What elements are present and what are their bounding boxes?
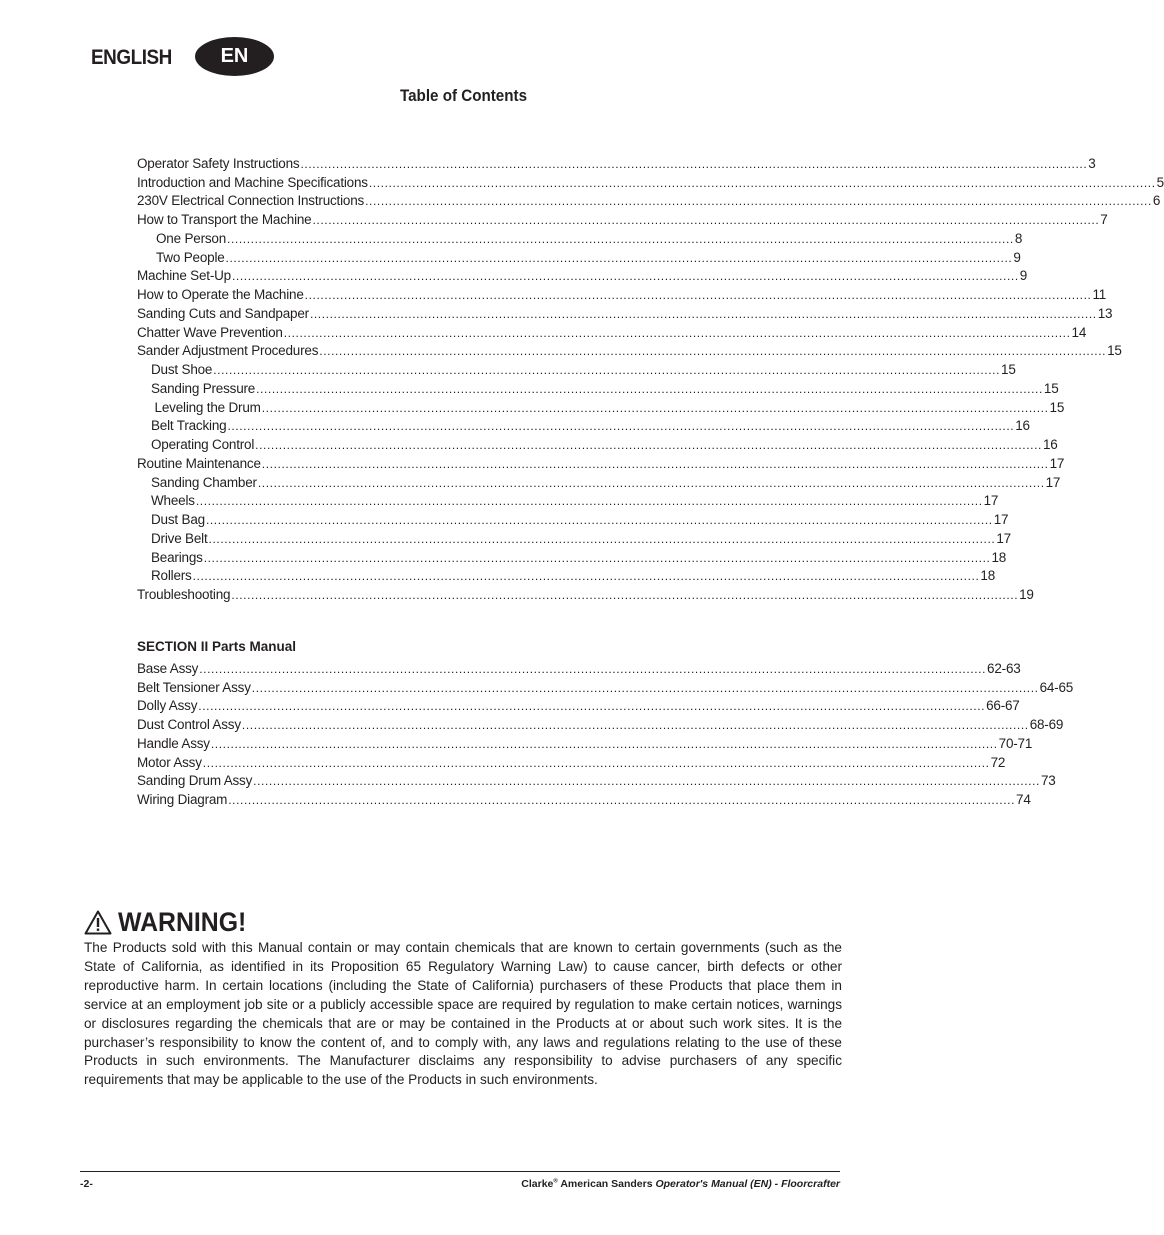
toc-entry-page: 17 [983, 493, 999, 509]
toc-entry-label: Operating Control [151, 437, 255, 452]
toc-entry-page: 15 [1043, 380, 1059, 396]
toc-entry[interactable] [137, 676, 1074, 695]
toc-entry[interactable] [137, 377, 1059, 396]
toc-entry-page: 17 [1045, 474, 1061, 490]
footer-brand: Clarke [521, 1178, 554, 1190]
toc-leader-dots: ........................................................................................................................................................................................................ [365, 194, 1152, 209]
parts-section-heading: SECTION II Parts Manual [137, 639, 297, 654]
toc-entry-page: 14 [1071, 324, 1087, 340]
toc-entry[interactable] [137, 340, 1122, 359]
toc-entry-label: Handle Assy [137, 735, 210, 751]
toc-entry-page: 68-69 [1029, 717, 1064, 732]
toc-entry[interactable] [137, 452, 1065, 471]
toc-entry-label: Bearings [151, 549, 203, 565]
toc-leader-dots: ........................................................................................................................................................................................................ [205, 513, 993, 527]
toc-entry[interactable] [137, 190, 1161, 209]
toc-leader-dots: ........................................................................................................................................................................................................ [208, 531, 996, 546]
toc-entry[interactable] [137, 283, 1107, 302]
toc-leader-dots: ........................................................................................................................................................................................................ [319, 344, 1107, 359]
toc-leader-dots: ........................................................................................................................................................................................................ [312, 213, 1100, 227]
toc-leader-dots: ........................................................................................................................................................................................................ [225, 250, 1013, 265]
toc-entry-page: 70-71 [998, 735, 1033, 751]
toc-entry-page: 8 [1014, 230, 1023, 246]
toc-entry-label: Belt Tracking [151, 418, 227, 434]
footer-registered-mark: ® [553, 1178, 558, 1185]
toc-entry-label: How to Transport the Machine [137, 212, 312, 227]
toc-entry-label: 230V Electrical Connection Instructions [137, 193, 365, 209]
toc-entry[interactable] [137, 302, 1113, 321]
toc-entry-label: Operator Safety Instructions [137, 155, 300, 171]
toc-entry-label: Chatter Wave Prevention [137, 324, 283, 340]
toc-entry-label: Sander Adjustment Procedures [137, 343, 319, 359]
toc-entry-label: Wheels [151, 493, 195, 509]
toc-entry-page: 5 [1156, 174, 1164, 190]
toc-entry-page: 18 [980, 568, 996, 584]
toc-entry-page: 7 [1100, 212, 1108, 227]
toc-entry-label: Drive Belt [151, 530, 208, 546]
toc-entry-label: Sanding Drum Assy [137, 773, 253, 789]
toc-leader-dots: ........................................................................................................................................................................................................ [251, 680, 1039, 695]
toc-entry[interactable] [137, 321, 1087, 340]
toc-entry-page: 73 [1040, 773, 1056, 789]
toc-entry[interactable] [137, 152, 1096, 171]
toc-entry-label: Dust Bag [151, 512, 205, 527]
toc-entry[interactable] [137, 788, 1031, 807]
toc-entry-label: Machine Set-Up [137, 268, 231, 284]
toc-entry-page: 15 [1001, 362, 1016, 377]
toc-leader-dots: ........................................................................................................................................................................................................ [261, 400, 1049, 415]
toc-entry[interactable] [137, 527, 1011, 546]
toc-leader-dots: ........................................................................................................................................................................................................ [232, 269, 1019, 284]
toc-entry-label: Wiring Diagram [137, 792, 228, 807]
toc-entry-page: 3 [1088, 155, 1096, 171]
toc-entry[interactable] [137, 246, 1021, 265]
toc-entry[interactable] [137, 583, 1034, 602]
toc-entry-page: 16 [1042, 437, 1058, 452]
toc-leader-dots: ........................................................................................................................................................................................................ [210, 736, 998, 751]
toc-entry-label: One Person [156, 230, 227, 246]
toc-leader-dots: ........................................................................................................................................................................................................ [202, 755, 990, 770]
language-badge: EN [195, 37, 274, 76]
toc-entry-page: 11 [1092, 287, 1107, 302]
toc-entry[interactable] [137, 565, 996, 584]
footer-company: American Sanders [557, 1178, 656, 1190]
toc-entry-label: Belt Tensioner Assy [137, 679, 251, 695]
warning-title: WARNING! [118, 907, 247, 937]
toc-list [137, 152, 1164, 602]
toc-entry-page: 17 [993, 512, 1009, 527]
toc-leader-dots: ........................................................................................................................................................................................................ [192, 569, 980, 584]
toc-title: Table of Contents [399, 87, 528, 105]
toc-entry-page: 9 [1019, 268, 1028, 284]
toc-entry-label: Dust Control Assy [137, 717, 241, 732]
toc-leader-dots: ........................................................................................................................................................................................................ [256, 381, 1043, 396]
toc-entry-page: 62-63 [987, 660, 1021, 676]
toc-entry[interactable] [137, 227, 1023, 246]
toc-entry-page: 19 [1019, 587, 1034, 602]
toc-entry-page: 18 [991, 549, 1007, 565]
toc-entry[interactable] [137, 471, 1061, 490]
toc-entry-page: 6 [1152, 193, 1161, 209]
toc-leader-dots: ........................................................................................................................................................................................................ [304, 288, 1092, 302]
toc-leader-dots: ........................................................................................................................................................................................................ [203, 550, 991, 565]
warning-text: The Products sold with this Manual contain or may contain chemicals that are known to certain governments (such as the State of California, as identified in its Proposition 65 Regulatory Warning Law) to cause cancer, birth defects or other reproductive harm. In certain locations (including the State of California) purchasers of these Products that place them in service at an employment job site or a publicly accessible space are required by regulation to make certain notices, warnings or disclosures regarding the chemicals that are or may be contained in the Products at or about such work sites. It is the purchaser’s responsibility to know the content of, and to comply with, any laws and regulations relating to the use of these Products in such environments. The Manufacturer disclaims any responsibility to advise purchasers of any specific requirements that may be applicable to the use of the Products in such environments. [84, 940, 842, 1088]
footer-rule [80, 1171, 840, 1172]
toc-entry-label: How to Operate the Machine [137, 287, 304, 302]
toc-entry[interactable] [137, 713, 1064, 732]
toc-entry-label: Sanding Cuts and Sandpaper [137, 305, 309, 321]
toc-entry-page: 13 [1097, 305, 1113, 321]
toc-leader-dots: ........................................................................................................................................................................................................ [228, 793, 1016, 807]
toc-entry-page: 15 [1107, 343, 1122, 359]
toc-leader-dots: ........................................................................................................................................................................................................ [253, 774, 1040, 789]
toc-entry-page: 17 [1049, 455, 1065, 471]
toc-entry-page: 66-67 [986, 698, 1020, 714]
toc-leader-dots: ........................................................................................................................................................................................................ [231, 588, 1019, 602]
toc-leader-dots: ........................................................................................................................................................................................................ [241, 718, 1029, 732]
toc-entry-label: Dolly Assy [137, 698, 198, 714]
toc-leader-dots: ........................................................................................................................................................................................................ [199, 661, 987, 676]
toc-entry-label: Sanding Pressure [151, 380, 256, 396]
toc-entry[interactable] [137, 358, 1016, 377]
toc-entry-label: Dust Shoe [151, 362, 213, 377]
toc-entry[interactable] [137, 751, 1006, 770]
toc-entry-page: 72 [990, 754, 1006, 770]
language-label: ENGLISH [91, 46, 172, 69]
toc-entry-page: 74 [1016, 792, 1031, 807]
warning-header [84, 907, 257, 938]
toc-entry-label: Leveling the Drum [151, 399, 261, 415]
toc-entry-label: Sanding Chamber [151, 474, 257, 490]
toc-entry[interactable] [137, 208, 1108, 227]
toc-entry-label: Rollers [151, 568, 192, 584]
toc-entry[interactable] [137, 546, 1007, 565]
toc-leader-dots: ........................................................................................................................................................................................................ [283, 325, 1071, 340]
toc-leader-dots: ........................................................................................................................................................................................................ [255, 438, 1042, 452]
toc-entry[interactable] [137, 265, 1028, 284]
toc-entry[interactable] [137, 732, 1033, 751]
toc-entry-label: Two People [156, 249, 225, 265]
toc-leader-dots: ........................................................................................................................................................................................................ [368, 175, 1156, 190]
toc-leader-dots: ........................................................................................................................................................................................................ [213, 363, 1001, 377]
toc-entry-label: Introduction and Machine Specifications [137, 174, 368, 190]
toc-leader-dots: ........................................................................................................................................................................................................ [227, 231, 1014, 246]
toc-entry[interactable] [137, 770, 1056, 789]
toc-entry[interactable] [137, 490, 999, 509]
toc-entry-label: Routine Maintenance [137, 455, 261, 471]
footer-manual-name: Operator's Manual (EN) - Floorcrafter [655, 1178, 840, 1190]
footer-page-number: -2- [80, 1178, 93, 1190]
toc-entry[interactable] [137, 508, 1009, 527]
toc-leader-dots: ........................................................................................................................................................................................................ [198, 699, 986, 714]
toc-entry[interactable] [137, 695, 1020, 714]
toc-entry-label: Motor Assy [137, 754, 202, 770]
parts-list [137, 657, 1074, 807]
toc-leader-dots: ........................................................................................................................................................................................................ [309, 306, 1097, 321]
toc-leader-dots: ........................................................................................................................................................................................................ [257, 475, 1045, 490]
toc-leader-dots: ........................................................................................................................................................................................................ [300, 156, 1088, 171]
footer-manual-title [521, 1178, 840, 1190]
toc-entry[interactable] [137, 415, 1030, 434]
toc-entry-page: 15 [1049, 399, 1065, 415]
toc-entry-page: 17 [996, 530, 1011, 546]
toc-entry[interactable] [137, 171, 1164, 190]
toc-entry-label: Troubleshooting [137, 587, 231, 602]
toc-leader-dots: ........................................................................................................................................................................................................ [227, 419, 1015, 434]
toc-leader-dots: ........................................................................................................................................................................................................ [261, 456, 1049, 471]
toc-entry[interactable] [137, 657, 1021, 676]
toc-entry-page: 64-65 [1039, 679, 1074, 695]
warning-triangle-icon [84, 910, 112, 935]
toc-leader-dots: ........................................................................................................................................................................................................ [195, 494, 983, 509]
toc-entry-page: 9 [1013, 249, 1021, 265]
toc-entry[interactable] [137, 433, 1058, 452]
toc-entry[interactable] [137, 396, 1065, 415]
toc-entry-page: 16 [1015, 418, 1030, 434]
toc-entry-label: Base Assy [137, 660, 199, 676]
